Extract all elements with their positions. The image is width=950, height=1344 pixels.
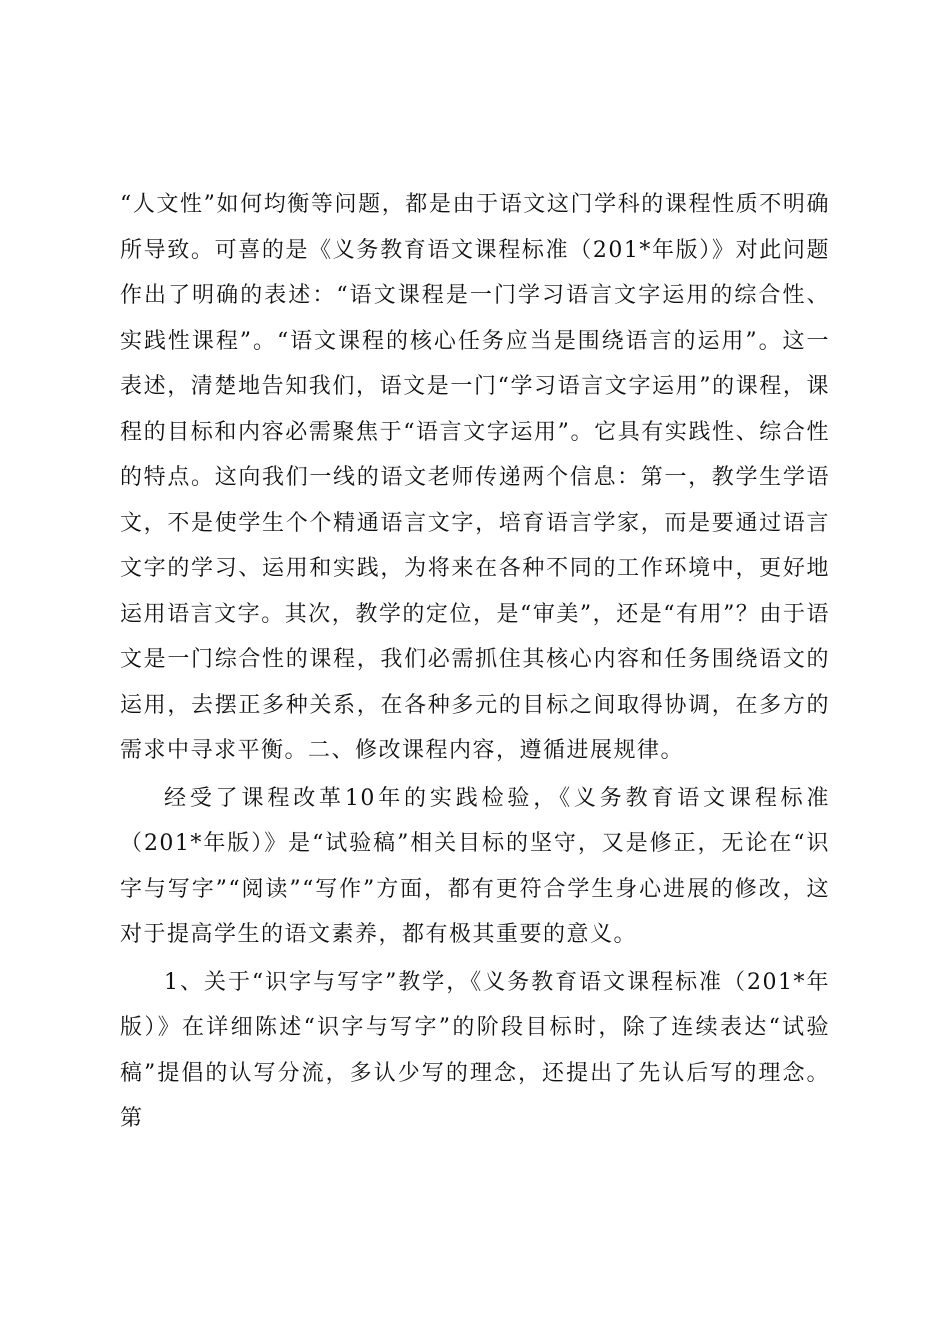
paragraph-3: 1、关于“识字与写字”教学，《义务教育语文课程标准（201*年版）》在详细陈述“识字与写字”的阶段目标时，除了连续表达“试验稿”提倡的认写分流，多认少写的理念，还提出了先认后写的理念。第 bbox=[120, 969, 830, 1131]
document-body bbox=[120, 182, 830, 1142]
paragraph-1: “人文性”如何均衡等问题，都是由于语文这门学科的课程性质不明确所导致。可喜的是《义务教育语文课程标准（201*年版）》对此问题作出了明确的表述：“语文课程是一门学习语言文字运用的综合性、实践性课程”。“语文课程的核心任务应当是围绕语言的运用”。这一表述，清楚地告知我们，语文是一门“学习语言文字运用”的课程，课程的目标和内容必需聚焦于“语言文字运用”。它具有实践性、综合性的特点。这向我们一线的语文老师传递两个信息：第一，教学生学语文，不是使学生个个精通语言文字，培育语言学家，而是要通过语言文字的学习、运用和实践，为将来在各种不同的工作环境中，更好地运用语言文字。其次，教学的定位，是“审美”，还是“有用”？由于语文是一门综合性的课程，我们必需抓住其核心内容和任务围绕语文的运用，去摆正多种关系，在各种多元的目标之间取得协调，在多方的需求中寻求平衡。二、修改课程内容，遵循进展规律。 bbox=[120, 192, 830, 763]
paragraph-2: 经受了课程改革10年的实践检验，《义务教育语文课程标准（201*年版）》是“试验稿”相关目标的坚守，又是修正，无论在“识字与写字”“阅读”“写作”方面，都有更符合学生身心进展的修改，这对于提高学生的语文素养，都有极其重要的意义。 bbox=[120, 785, 830, 947]
